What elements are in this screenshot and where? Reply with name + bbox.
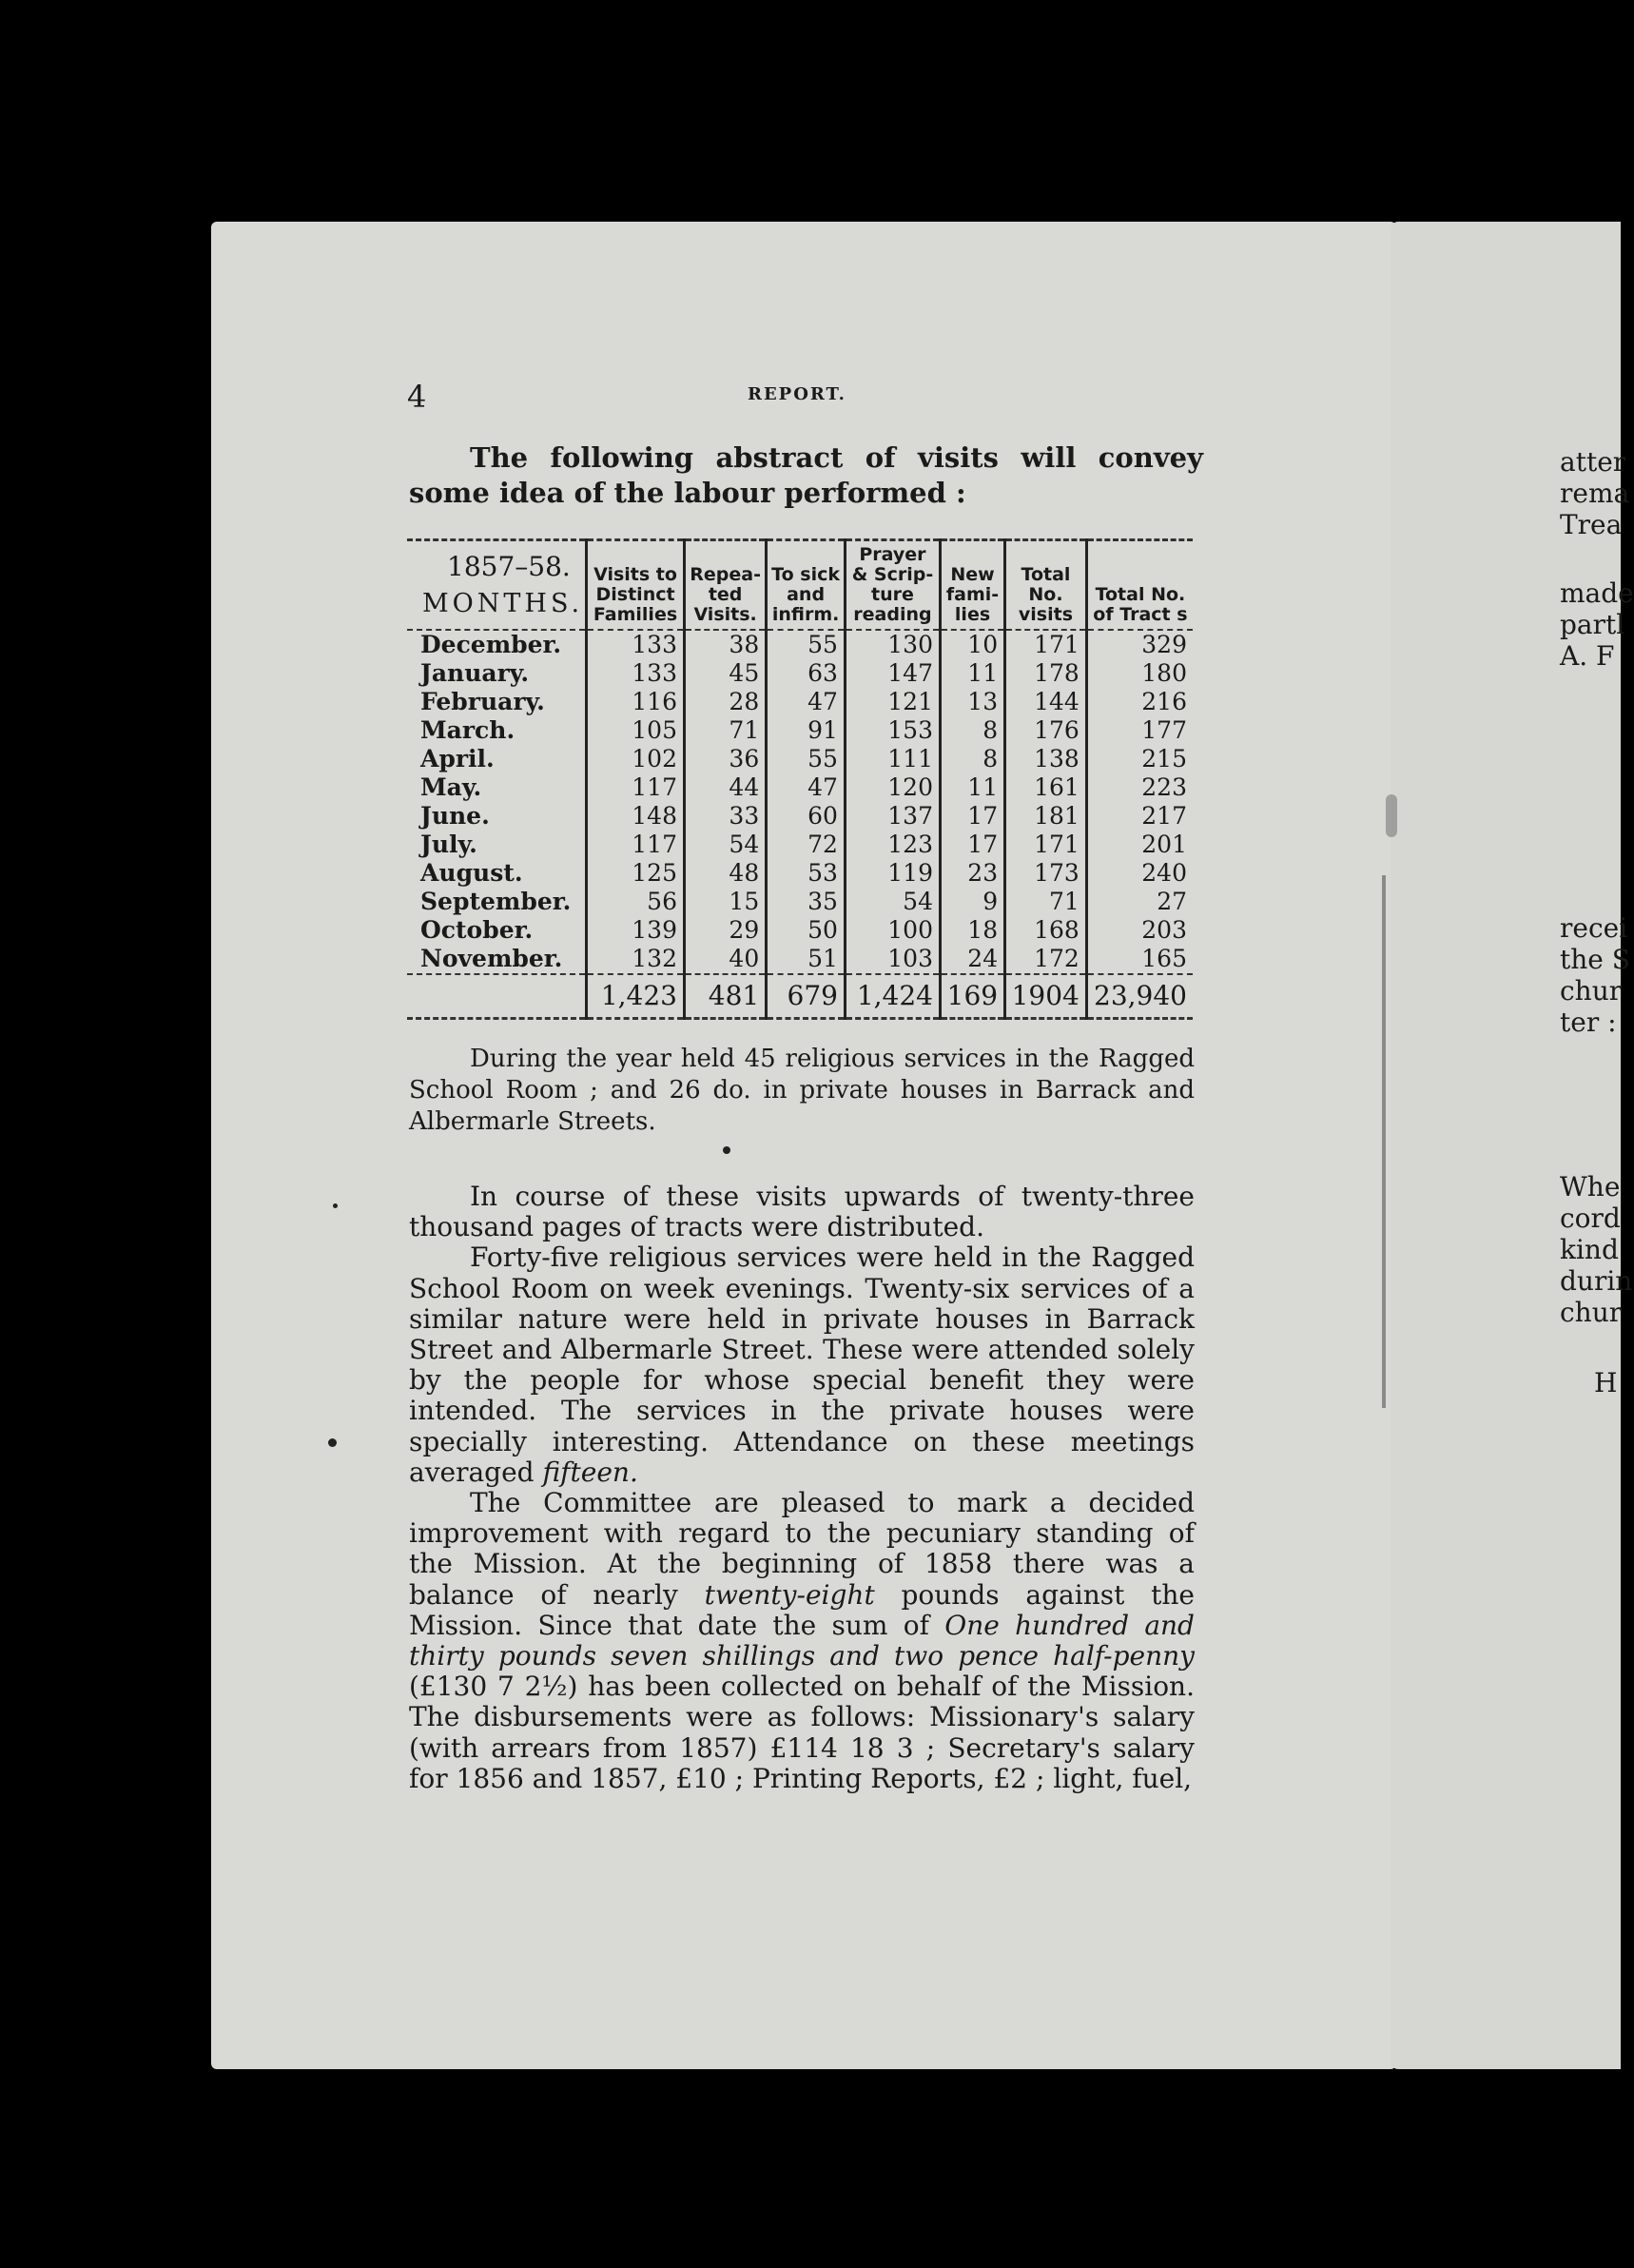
- facing-fragment: atter: [1560, 446, 1626, 478]
- table-row: [407, 831, 1193, 859]
- value-cell: 203: [1086, 916, 1193, 945]
- value-cell: 168: [1005, 916, 1087, 945]
- table-row: [407, 773, 1193, 802]
- facing-fragment: ter :: [1560, 1007, 1617, 1038]
- value-cell: 125: [587, 859, 685, 888]
- value-cell: 63: [767, 659, 846, 688]
- value-cell: 172: [1005, 945, 1087, 974]
- value-cell: 36: [684, 745, 766, 773]
- paragraph-services-text: Forty-five religious services were held in the Ragged School Room on week evenings. Twenty-six services of a similar nature were held in private houses in Barrack Street and Albermarle Street. These were attended solely by the people for whose special benefit they were intended. The services in the private houses were specially interesting. Attendance on these meetings averaged: [409, 1242, 1195, 1488]
- month-cell: September.: [420, 888, 572, 915]
- value-cell: 176: [1005, 716, 1087, 745]
- value-cell: 120: [845, 773, 940, 802]
- months-label: MONTHS.: [422, 589, 584, 618]
- value-cell: 148: [587, 802, 685, 831]
- value-cell: 105: [587, 716, 685, 745]
- facing-fragment: Trea: [1560, 509, 1623, 540]
- value-cell: 161: [1005, 773, 1087, 802]
- column-header: Total No. visits: [1005, 540, 1087, 631]
- value-cell: 177: [1086, 716, 1193, 745]
- total-cell: 481: [684, 974, 766, 1019]
- value-cell: 240: [1086, 859, 1193, 888]
- visits-abstract-table: [407, 538, 1193, 1020]
- value-cell: 55: [767, 745, 846, 773]
- table-row: [407, 716, 1193, 745]
- table-row: [407, 916, 1193, 945]
- value-cell: 180: [1086, 659, 1193, 688]
- value-cell: 133: [587, 630, 685, 659]
- attendance-count: fifteen.: [542, 1456, 638, 1488]
- month-cell: February.: [420, 688, 545, 715]
- ink-blot: [1386, 794, 1397, 837]
- value-cell: 35: [767, 888, 846, 916]
- value-cell: 23: [940, 859, 1004, 888]
- value-cell: 71: [684, 716, 766, 745]
- value-cell: 28: [684, 688, 766, 716]
- value-cell: 10: [940, 630, 1004, 659]
- value-cell: 50: [767, 916, 846, 945]
- value-cell: 45: [684, 659, 766, 688]
- facing-fragment: the S: [1560, 944, 1630, 975]
- value-cell: 329: [1086, 630, 1193, 659]
- ink-spot: [333, 1203, 338, 1208]
- value-cell: 38: [684, 630, 766, 659]
- value-cell: 47: [767, 688, 846, 716]
- value-cell: 11: [940, 659, 1004, 688]
- column-header: Total No. of Tract s: [1086, 540, 1193, 631]
- facing-fragment: durin: [1560, 1265, 1633, 1297]
- facing-fragment: kind: [1560, 1234, 1619, 1265]
- value-cell: 18: [940, 916, 1004, 945]
- month-cell: July.: [420, 831, 477, 858]
- facing-fragment: Whe: [1560, 1171, 1621, 1202]
- value-cell: 48: [684, 859, 766, 888]
- value-cell: 15: [684, 888, 766, 916]
- value-cell: 44: [684, 773, 766, 802]
- value-cell: 100: [845, 916, 940, 945]
- value-cell: 51: [767, 945, 846, 974]
- month-cell: June.: [420, 802, 490, 830]
- value-cell: 103: [845, 945, 940, 974]
- column-header: Prayer & Scrip-ture reading: [845, 540, 940, 631]
- value-cell: 138: [1005, 745, 1087, 773]
- value-cell: 215: [1086, 745, 1193, 773]
- value-cell: 102: [587, 745, 685, 773]
- value-cell: 71: [1005, 888, 1087, 916]
- facing-fragment: A. F: [1560, 640, 1615, 672]
- month-cell: December.: [420, 631, 562, 658]
- value-cell: 223: [1086, 773, 1193, 802]
- table-row: [407, 630, 1193, 659]
- table-body: [407, 630, 1193, 1019]
- services-note-text: During the year held 45 religious services in the Ragged School Room ; and 26 do. in private houses in Barrack and Albermarle Streets.: [409, 1045, 1195, 1136]
- months-header-cell: [407, 540, 587, 631]
- totals-row: [407, 974, 1193, 1019]
- value-cell: 24: [940, 945, 1004, 974]
- value-cell: 53: [767, 859, 846, 888]
- facing-fragment: H: [1594, 1367, 1618, 1398]
- table-row: [407, 802, 1193, 831]
- paragraph-finances: [409, 1488, 1195, 1794]
- ink-spot: [723, 1146, 730, 1154]
- intro-paragraph: [409, 440, 1203, 511]
- month-cell: October.: [420, 916, 534, 944]
- month-cell: May.: [420, 773, 482, 801]
- month-cell: August.: [420, 859, 523, 887]
- value-cell: 111: [845, 745, 940, 773]
- total-cell: 169: [940, 974, 1004, 1019]
- total-cell: 1,424: [845, 974, 940, 1019]
- paragraph-services: [409, 1242, 1195, 1488]
- value-cell: 171: [1005, 831, 1087, 859]
- page-number: 4: [407, 379, 427, 415]
- value-cell: 178: [1005, 659, 1087, 688]
- value-cell: 40: [684, 945, 766, 974]
- value-cell: 121: [845, 688, 940, 716]
- value-cell: 119: [845, 859, 940, 888]
- total-cell: 1,423: [587, 974, 685, 1019]
- value-cell: 54: [845, 888, 940, 916]
- value-cell: 173: [1005, 859, 1087, 888]
- intro-text: The following abstract of visits will convey some idea of the labour performed :: [409, 441, 1203, 509]
- value-cell: 72: [767, 831, 846, 859]
- value-cell: 216: [1086, 688, 1193, 716]
- finance-text-3: (£130 7 2½) has been collected on behalf of the Mission. The disbursements were as follows: Missionary's salary (with arrears from 1857) £114 18 3 ; Secretary's salary for 1856 and 1857, £10 ; Printing Reports, £2 ; light, fuel,: [409, 1671, 1195, 1794]
- value-cell: 27: [1086, 888, 1193, 916]
- value-cell: 147: [845, 659, 940, 688]
- value-cell: 217: [1086, 802, 1193, 831]
- value-cell: 130: [845, 630, 940, 659]
- table-row: [407, 888, 1193, 916]
- table-row: [407, 688, 1193, 716]
- column-header: New fami-lies: [940, 540, 1004, 631]
- ink-spot: [328, 1438, 337, 1447]
- running-head: REPORT.: [748, 384, 846, 404]
- value-cell: 123: [845, 831, 940, 859]
- facing-fragment: recei: [1560, 912, 1628, 944]
- table-row: [407, 745, 1193, 773]
- month-cell: January.: [420, 659, 530, 687]
- value-cell: 17: [940, 802, 1004, 831]
- value-cell: 9: [940, 888, 1004, 916]
- page-header: [0, 379, 1621, 413]
- paragraph-tracts: In course of these visits upwards of twenty-three thousand pages of tracts were distributed.: [409, 1181, 1195, 1243]
- value-cell: 33: [684, 802, 766, 831]
- month-cell: March.: [420, 716, 515, 744]
- facing-fragment: cord: [1560, 1202, 1621, 1234]
- value-cell: 137: [845, 802, 940, 831]
- column-header: Visits to Distinct Families: [587, 540, 685, 631]
- total-cell: 23,940: [1086, 974, 1193, 1019]
- value-cell: 11: [940, 773, 1004, 802]
- facing-fragment: chur: [1560, 1297, 1623, 1328]
- value-cell: 171: [1005, 630, 1087, 659]
- balance-amount: twenty-eight: [704, 1578, 875, 1611]
- value-cell: 8: [940, 716, 1004, 745]
- value-cell: 60: [767, 802, 846, 831]
- value-cell: 181: [1005, 802, 1087, 831]
- value-cell: 29: [684, 916, 766, 945]
- value-cell: 47: [767, 773, 846, 802]
- services-note: [409, 1044, 1195, 1138]
- column-header: To sick and infirm.: [767, 540, 846, 631]
- facing-fragment: chur: [1560, 975, 1623, 1007]
- month-cell: April.: [420, 745, 495, 772]
- gutter-shadow: [1382, 875, 1386, 1408]
- facing-fragment: made: [1560, 577, 1634, 609]
- finance-text-2: pounds against the Mission. Since that date the sum of: [409, 1578, 1195, 1641]
- total-cell: 1904: [1005, 974, 1087, 1019]
- value-cell: 117: [587, 831, 685, 859]
- total-cell: 679: [767, 974, 846, 1019]
- value-cell: 144: [1005, 688, 1087, 716]
- table-row: [407, 945, 1193, 974]
- value-cell: 91: [767, 716, 846, 745]
- value-cell: 55: [767, 630, 846, 659]
- value-cell: 139: [587, 916, 685, 945]
- value-cell: 17: [940, 831, 1004, 859]
- main-text: [409, 1182, 1195, 1794]
- value-cell: 116: [587, 688, 685, 716]
- totals-label-cell: [407, 974, 587, 1019]
- value-cell: 133: [587, 659, 685, 688]
- value-cell: 56: [587, 888, 685, 916]
- month-cell: November.: [420, 945, 563, 972]
- table-row: [407, 659, 1193, 688]
- column-header: Repea-ted Visits.: [684, 540, 766, 631]
- collected-amount: One hundred and thirty pounds seven shillings and two pence half-penny: [409, 1609, 1195, 1672]
- year-label: 1857–58.: [447, 551, 571, 582]
- value-cell: 201: [1086, 831, 1193, 859]
- table-row: [407, 859, 1193, 888]
- finance-text-1: The Committee are pleased to mark a decided improvement with regard to the pecuniary standing of the Mission. At the beginning of 1858 there was a balance of nearly: [409, 1487, 1195, 1611]
- facing-fragment: rema: [1560, 478, 1630, 509]
- facing-fragment: partl: [1560, 609, 1625, 640]
- value-cell: 13: [940, 688, 1004, 716]
- value-cell: 54: [684, 831, 766, 859]
- value-cell: 117: [587, 773, 685, 802]
- table-header-row: [407, 540, 1193, 631]
- value-cell: 165: [1086, 945, 1193, 974]
- value-cell: 8: [940, 745, 1004, 773]
- value-cell: 132: [587, 945, 685, 974]
- value-cell: 153: [845, 716, 940, 745]
